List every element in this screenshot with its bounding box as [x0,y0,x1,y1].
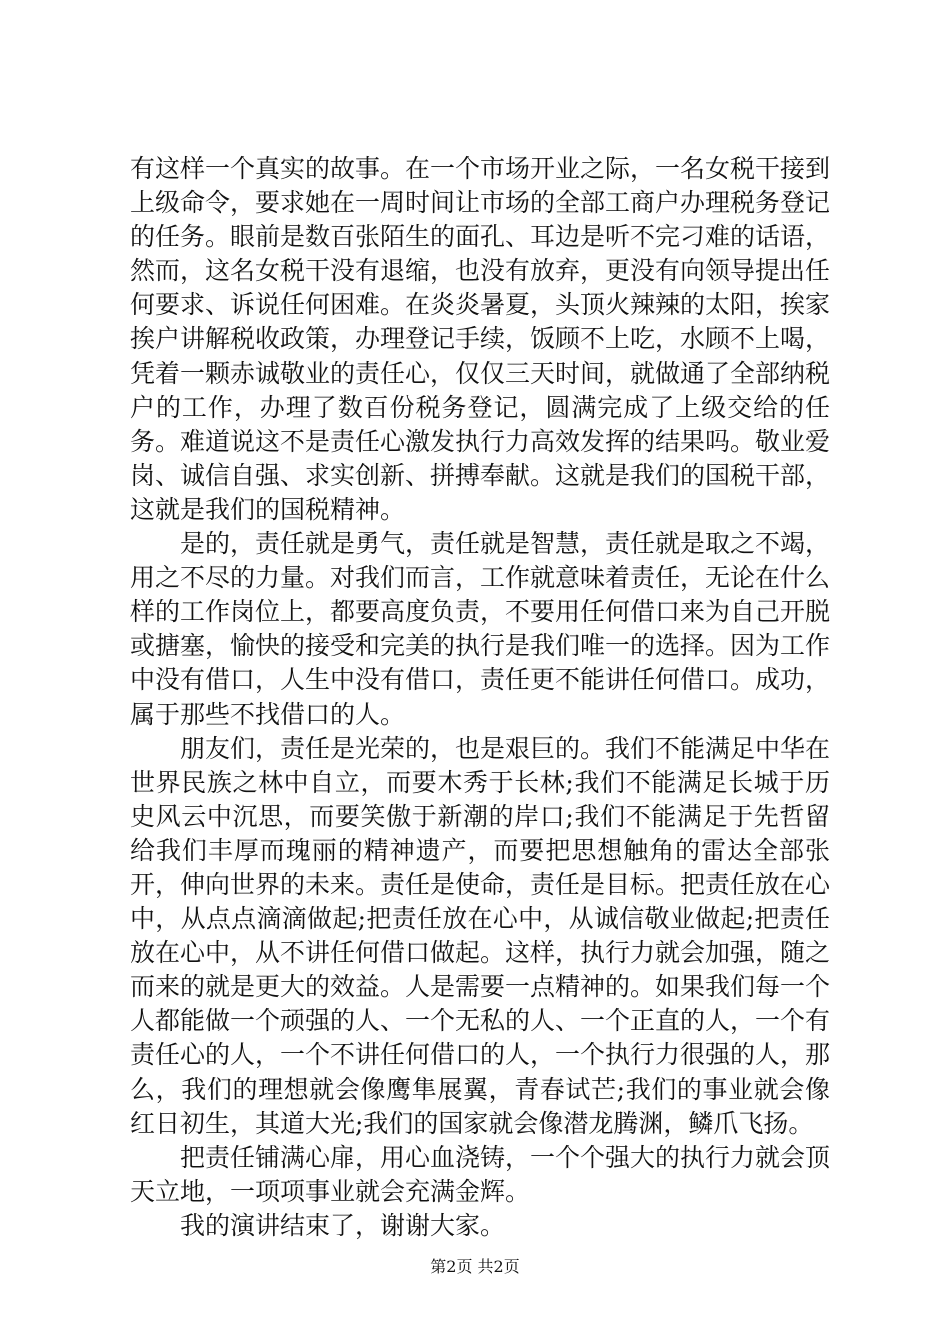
page-number-footer: 第2页 共2页 [430,1257,520,1276]
paragraph-heart: 把责任铺满心扉，用心血浇铸，一个个强大的执行力就会顶天立地，一项项事业就会充满金辉。 [130,1142,831,1206]
paragraph-story: 有这样一个真实的故事。在一个市场开业之际，一名女税干接到上级命令，要求她在一周时间让市场的全部工商户办理税务登记的任务。眼前是数百张陌生的面孔、耳边是听不完刁难的话语，然而，这名女税干没有退缩，也没有放弃，更没有向领导提出任何要求、诉说任何困难。在炎炎暑夏，头顶火辣辣的太阳，挨家挨户讲解税收政策，办理登记手续，饭顾不上吃，水顾不上喝，凭着一颗赤诚敬业的责任心，仅仅三天时间，就做通了全部纳税户的工作，办理了数百份税务登记，圆满完成了上级交给的任务。难道说这不是责任心激发执行力高效发挥的结果吗。敬业爱岗、诚信自强、求实创新、拼搏奉献。这就是我们的国税干部，这就是我们的国税精神。 [130,154,831,524]
paragraph-friends: 朋友们，责任是光荣的，也是艰巨的。我们不能满足中华在世界民族之林中自立，而要木秀于长林;我们不能满足长城于历史风云中沉思，而要笑傲于新潮的岸口;我们不能满足于先哲留给我们丰厚而瑰丽的精神遗产，而要把思想触角的雷达全部张开，伸向世界的未来。责任是使命，责任是目标。把责任放在心中，从点点滴滴做起;把责任放在心中，从诚信敬业做起;把责任放在心中，从不讲任何借口做起。这样，执行力就会加强，随之而来的就是更大的效益。人是需要一点精神的。如果我们每一个人都能做一个顽强的人、一个无私的人、一个正直的人，一个有责任心的人，一个不讲任何借口的人，一个执行力很强的人，那么，我们的理想就会像鹰隼展翼，青春试芒;我们的事业就会像红日初生，其道大光;我们的国家就会像潜龙腾渊，鳞爪飞扬。 [130,733,831,1138]
paragraph-closing: 我的演讲结束了，谢谢大家。 [180,1210,506,1240]
document-body [130,152,830,1243]
paragraph-responsibility: 是的，责任就是勇气，责任就是智慧，责任就是取之不竭，用之不尽的力量。对我们而言，工作就意味着责任，无论在什么样的工作岗位上，都要高度负责，不要用任何借口来为自己开脱或搪塞，愉快的接受和完美的执行是我们唯一的选择。因为工作中没有借口，人生中没有借口，责任更不能讲任何借口。成功，属于那些不找借口的人。 [130,529,831,729]
